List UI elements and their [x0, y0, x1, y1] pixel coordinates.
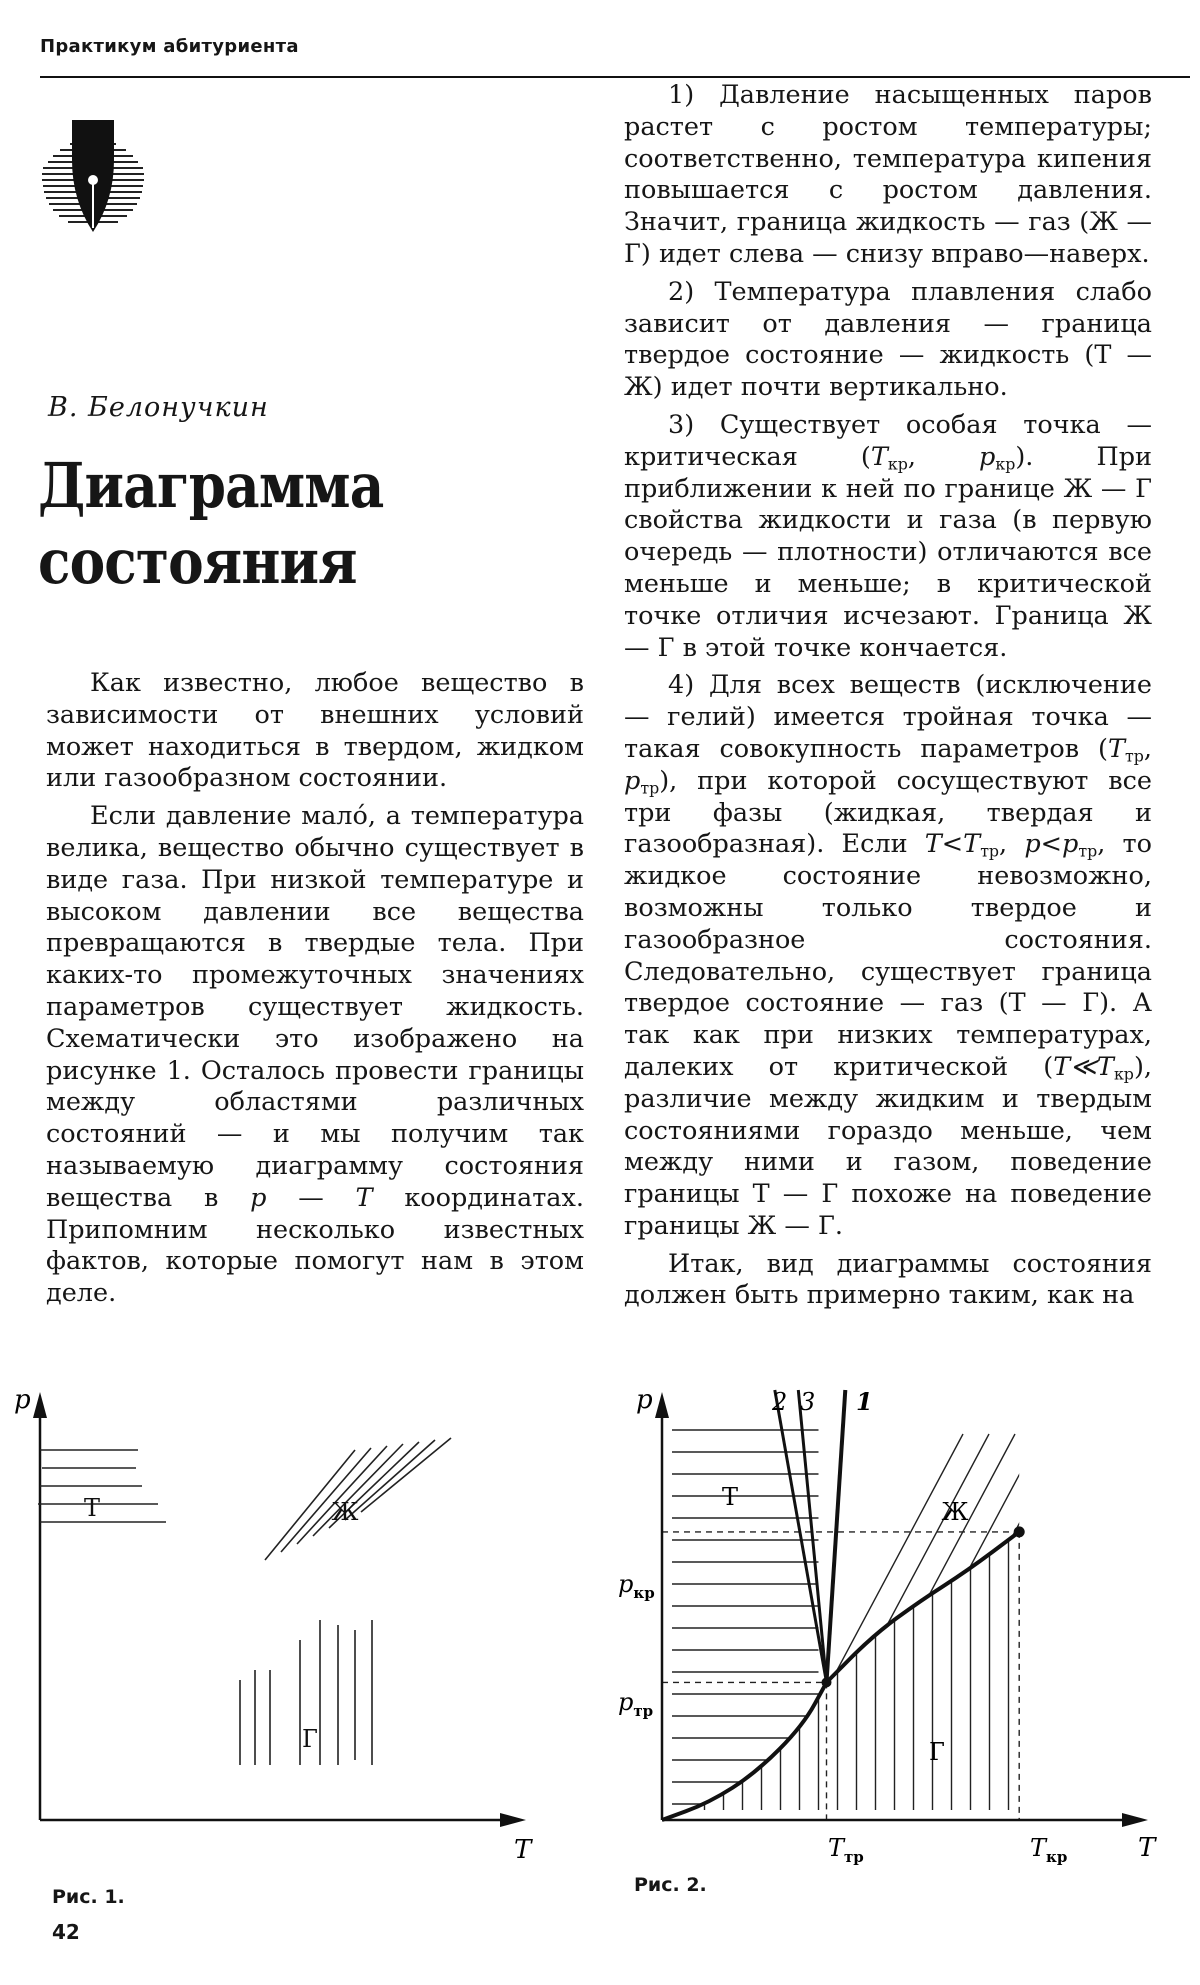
fig2-curve-solid-gas [662, 1682, 827, 1820]
fig2-curve-melting-2 [775, 1390, 827, 1682]
author-name: В. Белонучкин [48, 392, 269, 423]
title-line-1: Диаграмма [38, 449, 384, 522]
fig2-liquid-hatch [803, 1434, 963, 1734]
fig2-curve-label-2: 2 [772, 1388, 788, 1416]
header-rule [40, 76, 1190, 78]
fig2-liquid-hatch [1089, 1434, 1200, 1734]
fig2-liquid-hatch [1011, 1434, 1171, 1734]
fig1-liquid-hatch [361, 1438, 451, 1512]
fig1-liquid-hatch [345, 1440, 435, 1520]
fig2-liquid-hatch [1037, 1434, 1197, 1734]
fig1-ylabel: p [14, 1385, 31, 1415]
fig2-region-gas: Г [929, 1738, 945, 1766]
paragraph-intro: Как известно, любое вещество в зависимости от внешних условий может находиться в твердом, жидком или газообразном состоянии. [46, 668, 584, 794]
fig2-curve-label-1: 1 [856, 1387, 873, 1416]
article-title [38, 448, 383, 600]
fig2-critical-point [1014, 1526, 1025, 1537]
fig1-y-arrow [33, 1392, 47, 1418]
fig2-liquid-hatch [1115, 1434, 1200, 1734]
fig2-caption: Рис. 2. [634, 1874, 707, 1896]
section-header: Практикум абитуриента [40, 36, 299, 57]
fig2-liquid-hatch [907, 1434, 1067, 1734]
fig2-ytick-ptr: $p_{тр}$ [618, 1688, 654, 1720]
fig2-curve-liquid-gas [827, 1532, 1020, 1683]
fig2-curve-melting-3 [798, 1390, 826, 1682]
fig1-region-liquid: Ж [331, 1498, 359, 1526]
figure-2 [600, 1380, 1180, 1880]
fig2-curve-label-3: 3 [800, 1388, 816, 1416]
left-column [46, 668, 584, 1316]
paragraph-conditions: Если давление мало́, а температура велика, вещество обычно существует в виде газа. При низкой температуре и высоком давлении все вещества превращаются в твердые тела. При каких-то промежуточных значениях параметров существует жидкость. Схематически это изображено на рисунке 1. Осталось провести границы между областями различных состояний — и мы получим так называемую диаграмму состояния вещества в p — T координатах. Припомним несколько известных фактов, которые помогут нам в этом деле. [46, 801, 584, 1309]
fig2-ylabel: p [636, 1385, 653, 1415]
fig2-liquid-hatch [933, 1434, 1093, 1734]
fig2-x-arrow [1122, 1813, 1148, 1827]
fig2-solid-hatching [672, 1430, 819, 1804]
fig2-xlabel: T [1138, 1833, 1156, 1863]
fact-1: 1) Давление насыщенных паров растет с ростом температуры; соответственно, температура кипения повышается с ростом давления. Значит, граница жидкость — газ (Ж — Г) идет слева — снизу вправо—наверх. [624, 80, 1152, 269]
fig2-curve-melting-1 [827, 1390, 846, 1682]
fig1-xlabel: T [514, 1835, 532, 1865]
fig1-x-arrow [500, 1813, 526, 1827]
fig2-y-arrow [655, 1392, 669, 1418]
fig1-region-solid: Т [83, 1494, 101, 1522]
fig2-region-solid: Т [721, 1483, 739, 1511]
fig2-liquid-hatch [881, 1434, 1041, 1734]
fig1-region-gas: Г [302, 1725, 318, 1753]
fig2-ytick-pkr: $p_{кр}$ [618, 1570, 655, 1602]
conclusion: Итак, вид диаграммы состояния должен быть примерно таким, как на [624, 1248, 1152, 1311]
fig1-caption: Рис. 1. [52, 1886, 125, 1908]
fact-2: 2) Температура плавления слабо зависит от давления — граница твердое состояние — жидкость (Т — Ж) идет почти вертикально. [624, 276, 1152, 403]
title-line-2: состояния [38, 525, 357, 598]
fig2-gas-hatching [686, 1498, 1009, 1811]
page-number: 42 [52, 1920, 80, 1944]
figure-1 [0, 1380, 560, 1865]
fig2-xtick-ttr: $T_{тр}$ [828, 1834, 864, 1866]
fig2-liquid-hatch [829, 1434, 989, 1734]
right-column [624, 80, 1152, 1318]
fig2-xtick-tkr: $T_{кр}$ [1030, 1834, 1068, 1866]
fig2-liquid-hatch [959, 1434, 1119, 1734]
fig2-region-liquid: Ж [941, 1498, 969, 1526]
fig2-triple-point [822, 1677, 832, 1687]
fig2-liquid-hatch [1063, 1434, 1200, 1734]
pen-nib-logo [38, 120, 148, 240]
fact-3: 3) Существует особая точка — критическая ($T_{кр}$, $p_{кр}$). При приближении к ней по границе Ж — Г свойства жидкости и газа (в первую очередь — плотности) отличаются все меньше и меньше; в критической точке отличия исчезают. Граница Ж — Г в этой точке кончается. [624, 409, 1153, 663]
fact-4: 4) Для всех веществ (исключение — гелий) имеется тройная точка — такая совокупность параметров ($T_{тр}$, $p_{тр}$), при которой сосуществуют все три фазы (жидкая, твердая и газообразная). Если $T<T_{тр}$, $p<p_{тр}$, то жидкое состояние невозможно, возможны только твердое и газообразное состояния. Следовательно, существует граница твердое состояние — газ (Т — Г). А так как при низких температурах, далеких от критической $(T≪T_{кр})$, различие между жидким и твердым состояниями гораздо меньше, чем между ними и газом, поведение границы Т — Г похоже на поведение границы Ж — Г. [624, 670, 1152, 1241]
fig2-liquid-hatch [855, 1434, 1015, 1734]
fig2-liquid-hatching [803, 1434, 1200, 1734]
